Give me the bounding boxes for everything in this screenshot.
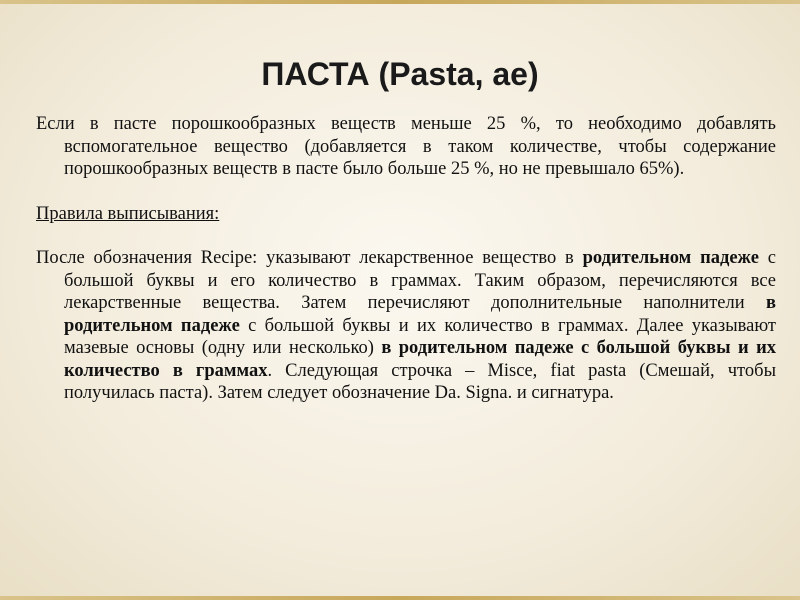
slide-title: ПАСТА (Pasta, ae) bbox=[261, 56, 539, 92]
rules-text-1: После обозначения Recipe: указывают лекарственное вещество в bbox=[36, 248, 583, 268]
rules-heading: Правила выписывания: bbox=[36, 203, 220, 224]
rules-text-4: . Следующая строчка – Misce, fiat pasta (Смешай, чтобы получилась паста). Затем следует обозначение Da. Signa. и сигнатура. bbox=[64, 360, 776, 403]
paragraph-prescription-rules bbox=[36, 247, 776, 405]
slide-body bbox=[36, 113, 776, 405]
top-decorative-rule bbox=[0, 0, 800, 4]
bottom-decorative-rule bbox=[0, 596, 800, 600]
rules-text-2: с большой буквы и его количество в граммах. Таким образом, перечисляются все лекарственные вещества. Затем перечисляют дополнительные наполнители bbox=[64, 248, 776, 313]
rules-bold-2: в родительном падеже bbox=[64, 293, 776, 336]
rules-bold-3: в родительном падеже с большой буквы и их количество в граммах bbox=[64, 338, 776, 381]
paragraph-paste-composition: Если в пасте порошкообразных веществ меньше 25 %, то необходимо добавлять вспомогательное вещество (добавляется в таком количестве, чтобы содержание порошкообразных веществ в пасте было больше 25 %, но не превышало 65%). bbox=[36, 114, 776, 179]
rules-text-3: с большой буквы и их количество в граммах. Далее указывают мазевые основы (одну или несколько) bbox=[64, 315, 776, 358]
rules-bold-1: родительном падеже bbox=[582, 248, 759, 268]
